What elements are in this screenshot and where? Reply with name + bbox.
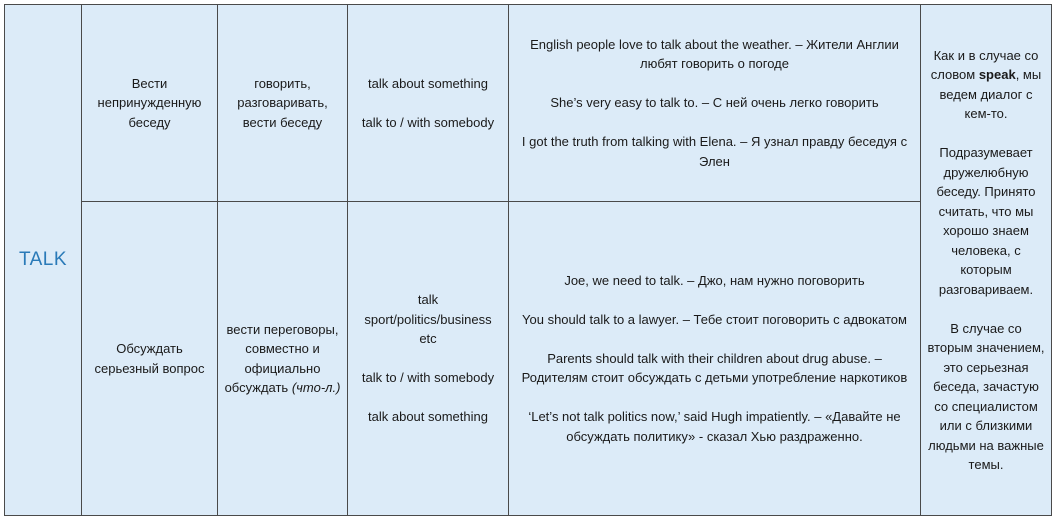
table-row xyxy=(5,5,1052,202)
vocabulary-table xyxy=(4,4,1052,516)
headword: TALK xyxy=(5,5,82,516)
usage-pattern: talk sport/politics/business etc xyxy=(364,292,492,347)
example-sentence: I got the truth from talking with Elena. – Я узнал правду беседуя с Элен xyxy=(521,134,908,169)
table-row xyxy=(5,202,1052,516)
note-paragraph: Подразумевает дружелюбную беседу. Принято считать, что мы хорошо знаем человека, с которым разговариваем. xyxy=(936,145,1036,297)
usage-cell xyxy=(348,5,509,202)
example-sentence: ‘Let’s not talk politics now,’ said Hugh impatiently. – «Давайте не обсуждать политику» - сказал Хью раздраженно. xyxy=(528,409,901,444)
translation-cell: говорить, разговаривать, вести беседу xyxy=(218,5,348,202)
usage-pattern: talk about something xyxy=(368,75,488,91)
example-sentence: She’s very easy to talk to. – С ней очень легко говорить xyxy=(550,95,879,111)
example-sentence: Joe, we need to talk. – Джо, нам нужно поговорить xyxy=(564,272,865,288)
examples-cell xyxy=(509,202,921,516)
examples-cell xyxy=(509,5,921,202)
translation-note: (что-л.) xyxy=(291,380,341,395)
vocabulary-table-frame xyxy=(4,4,1051,515)
note-paragraph: Как и в случае со словом speak, мы ведем диалог с кем-то. xyxy=(930,47,1042,121)
note-paragraph: В случае со вторым значением, это серьезная беседа, зачастую со специалистом или с близкими людьми на важные темы. xyxy=(927,320,1045,472)
usage-pattern: talk to / with somebody xyxy=(361,114,495,130)
meaning-cell: Обсуждать серьезный вопрос xyxy=(82,202,218,516)
example-sentence: English people love to talk about the weather. – Жители Англии любят говорить о погоде xyxy=(530,36,899,72)
translation-cell: вести переговоры, совместно и официально обсуждать (что-л.) xyxy=(218,202,348,516)
usage-pattern: talk about something xyxy=(368,409,488,425)
usage-pattern: talk to / with somebody xyxy=(361,370,495,386)
usage-cell xyxy=(348,202,509,516)
keyword: speak xyxy=(978,67,1016,82)
example-sentence: You should talk to a lawyer. – Тебе стоит поговорить с адвокатом xyxy=(522,311,907,327)
example-sentence: Parents should talk with their children about drug abuse. – Родителям стоит обсуждать с детьми употребление наркотиков xyxy=(521,350,908,386)
meaning-cell: Вести непринужденную беседу xyxy=(82,5,218,202)
notes-cell xyxy=(921,5,1052,516)
